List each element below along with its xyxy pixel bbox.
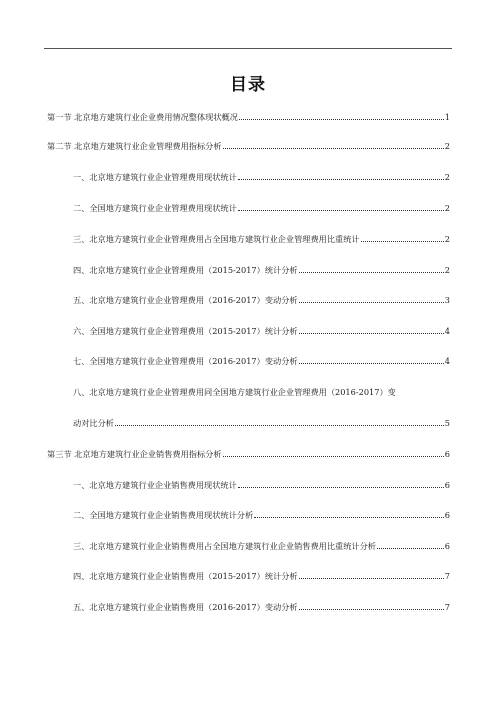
toc-entry-section-1[interactable] — [47, 112, 450, 123]
toc-leader-dots — [361, 234, 444, 242]
toc-entry-page: 7 — [444, 602, 450, 612]
toc-entry-2-5[interactable] — [73, 295, 450, 306]
toc-entry-page: 2 — [444, 172, 450, 182]
toc-entry-2-2[interactable] — [73, 203, 450, 214]
header-rule — [44, 48, 452, 49]
toc-entry-page: 6 — [444, 480, 450, 490]
toc-entry-3-3[interactable] — [73, 541, 450, 552]
toc-leader-dots — [299, 602, 444, 610]
toc-leader-dots — [115, 418, 444, 426]
toc-leader-dots — [299, 356, 444, 364]
toc-entry-2-3[interactable] — [73, 234, 450, 245]
toc-entry-2-6[interactable] — [73, 326, 450, 337]
toc-entry-page: 1 — [444, 112, 450, 122]
toc-entry-page: 3 — [444, 295, 450, 305]
toc-entry-text: 六、全国地方建筑行业企业管理费用（2015-2017）统计分析 — [73, 326, 298, 336]
toc-entry-page: 6 — [444, 541, 450, 551]
toc-entry-text: 动对比分析 — [73, 418, 114, 428]
toc-entry-page: 4 — [444, 326, 450, 336]
toc-entry-text: 第二节 北京地方建筑行业企业管理费用指标分析 — [47, 141, 222, 151]
page-title: 目录 — [230, 75, 266, 95]
toc-entry-2-4[interactable] — [73, 265, 450, 276]
toc-leader-dots — [299, 295, 444, 303]
toc-entry-3-2[interactable] — [73, 510, 450, 521]
toc-leader-dots — [238, 172, 444, 180]
toc-leader-dots — [299, 326, 444, 334]
toc-entry-page: 2 — [444, 265, 450, 275]
toc-entry-text: 第一节 北京地方建筑行业企业费用情况整体现状概况 — [47, 112, 238, 122]
toc-entry-3-4[interactable] — [73, 571, 450, 582]
toc-entry-text: 一、北京地方建筑行业企业销售费用现状统计 — [73, 480, 237, 490]
toc-entry-3-5[interactable] — [73, 602, 450, 613]
toc-entry-page: 6 — [444, 449, 450, 459]
toc-entry-section-3[interactable] — [47, 449, 450, 460]
toc-entry-section-2[interactable] — [47, 141, 450, 152]
toc-leader-dots — [223, 449, 444, 457]
toc-entry-2-8-line1[interactable]: 八、北京地方建筑行业企业管理费用同全国地方建筑行业企业管理费用（2016-2017）变 — [73, 387, 396, 397]
toc-entry-page: 7 — [444, 571, 450, 581]
toc-leader-dots — [238, 480, 444, 488]
toc-entry-text: 三、北京地方建筑行业企业管理费用占全国地方建筑行业企业管理费用比重统计 — [73, 234, 360, 244]
toc-entry-text: 二、全国地方建筑行业企业管理费用现状统计 — [73, 203, 237, 213]
toc-entry-page: 6 — [444, 510, 450, 520]
toc-entry-text: 第三节 北京地方建筑行业企业销售费用指标分析 — [47, 449, 222, 459]
toc-entry-page: 5 — [444, 418, 450, 428]
toc-leader-dots — [299, 265, 444, 273]
toc-entry-page: 2 — [444, 141, 450, 151]
toc-entry-text: 五、北京地方建筑行业企业管理费用（2016-2017）变动分析 — [73, 295, 298, 305]
toc-leader-dots — [239, 112, 444, 120]
toc-entry-3-1[interactable] — [73, 480, 450, 491]
toc-leader-dots — [254, 510, 444, 518]
toc-entry-text: 二、全国地方建筑行业企业销售费用现状统计分析 — [73, 510, 254, 520]
toc-entry-page: 2 — [444, 203, 450, 213]
toc-entry-text: 三、北京地方建筑行业企业销售费用占全国地方建筑行业企业销售费用比重统计分析 — [73, 541, 376, 551]
toc-entry-text: 一、北京地方建筑行业企业管理费用现状统计 — [73, 172, 237, 182]
toc-entry-text: 四、北京地方建筑行业企业管理费用（2015-2017）统计分析 — [73, 265, 298, 275]
toc-entry-text: 四、北京地方建筑行业企业销售费用（2015-2017）统计分析 — [73, 571, 298, 581]
toc-entry-page: 2 — [444, 234, 450, 244]
toc-leader-dots — [377, 541, 444, 549]
toc-entry-text: 七、全国地方建筑行业企业管理费用（2016-2017）变动分析 — [73, 356, 298, 366]
toc-entry-2-8[interactable] — [73, 418, 450, 429]
toc-entry-page: 4 — [444, 356, 450, 366]
toc-entry-2-1[interactable] — [73, 172, 450, 183]
toc-leader-dots — [223, 141, 444, 149]
toc-entry-2-7[interactable] — [73, 356, 450, 367]
toc-entry-text: 五、北京地方建筑行业企业销售费用（2016-2017）变动分析 — [73, 602, 298, 612]
toc-leader-dots — [299, 571, 444, 579]
toc-leader-dots — [238, 203, 444, 211]
